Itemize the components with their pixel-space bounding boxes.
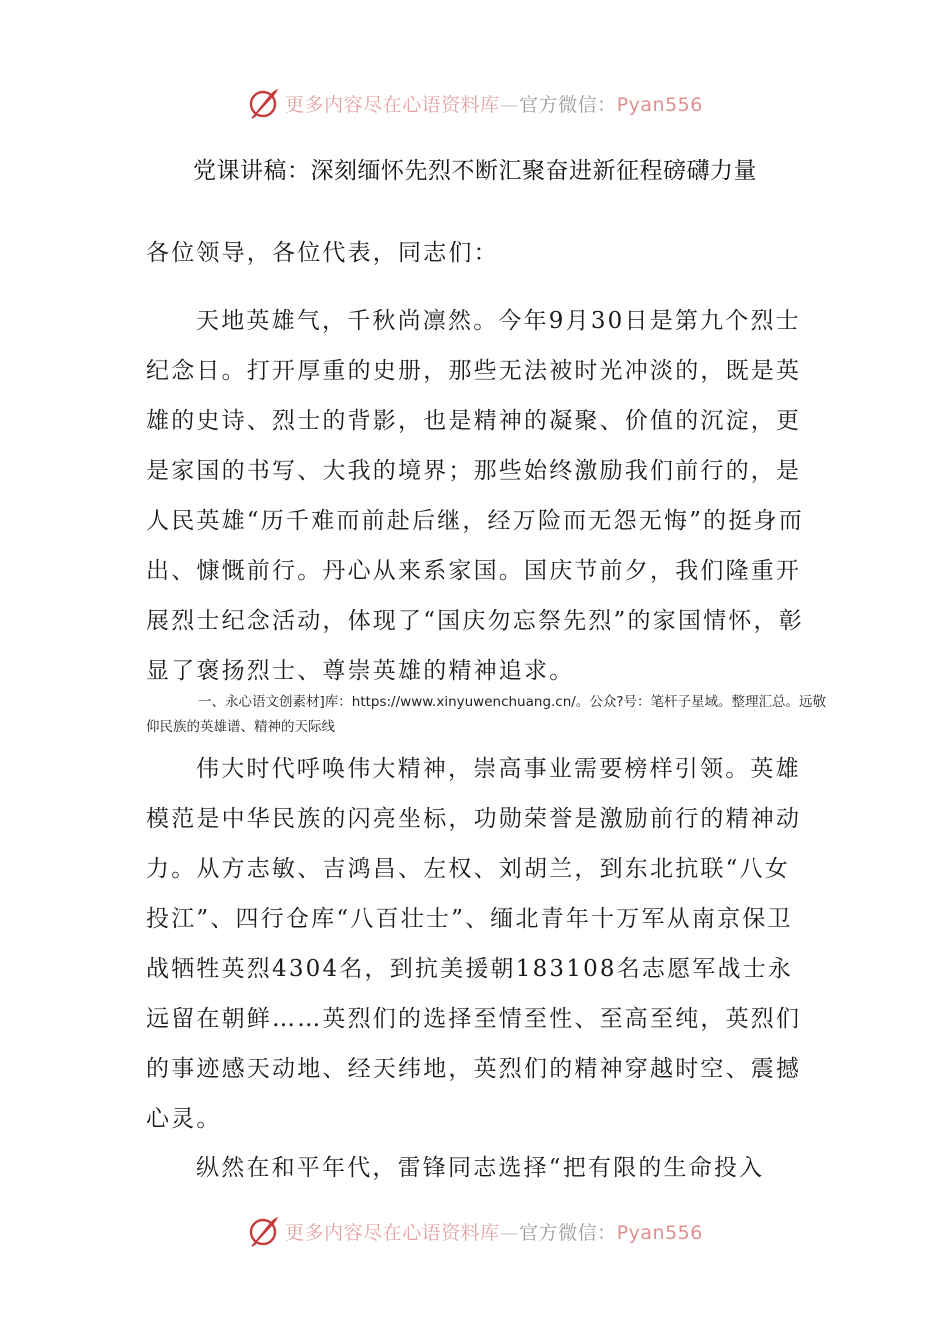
watermark-id: Pyan556: [616, 93, 703, 116]
greeting: 各位领导，各位代表，同志们：: [146, 240, 499, 266]
watermark-separator: —: [499, 1221, 520, 1244]
paragraph-2: 伟大时代呼唤伟大精神，崇高事业需要榜样引领。英雄模范是中华民族的闪亮坐标，功勋荣誉是激励前行的精神动力。从方志敏、吉鸿昌、左权、刘胡兰，到东北抗联“八女投江”、四行仓库“八百壮士”、缅北青年十万军从南京保卫战牺牲英烈4304名，到抗美援朝183108名志愿军战士永远留在朝鲜……英烈们的选择至情至性、至高至纯，英烈们的事迹感天动地、经天纬地，英烈们的精神穿越时空、震撼心灵。: [146, 756, 802, 1132]
watermark-brand: 更多内容尽在心语资料库: [285, 93, 500, 116]
document-title: 党课讲稿：深刻缅怀先烈不断汇聚奋进新征程磅礴力量: [193, 158, 757, 184]
watermark-text: [285, 90, 703, 117]
paragraph-3: 纵然在和平年代，雷锋同志选择“把有限的生命投入: [196, 1155, 765, 1181]
watermark-id: Pyan556: [616, 1221, 703, 1244]
source-note: 一、永心语文创素材]库：https://www.xinyuwenchuang.cn/。公众?号：笔杆子星域。整理汇总。远敬仰民族的英雄谱、精神的天际线: [146, 694, 826, 735]
quill-pen-circle-icon: [247, 86, 281, 120]
watermark-label: 官方微信：: [519, 93, 617, 116]
watermark-brand: 更多内容尽在心语资料库: [285, 1221, 500, 1244]
watermark-label: 官方微信：: [519, 1221, 617, 1244]
watermark-separator: —: [499, 93, 520, 116]
footer-watermark: [0, 1211, 950, 1251]
paragraph-1: 天地英雄气，千秋尚凛然。今年9月30日是第九个烈士纪念日。打开厚重的史册，那些无法被时光冲淡的，既是英雄的史诗、烈士的背影，也是精神的凝聚、价值的沉淀，更是家国的书写、大我的境界；那些始终激励我们前行的，是人民英雄“历千难而前赴后继，经万险而无怨无悔”的挺身而出、慷慨前行。丹心从来系家国。国庆节前夕，我们隆重开展烈士纪念活动，体现了“国庆勿忘祭先烈”的家国情怀，彰显了褒扬烈士、尊崇英雄的精神追求。: [146, 308, 804, 684]
quill-pen-circle-icon: [247, 1214, 281, 1248]
header-watermark: [0, 83, 950, 123]
watermark-text: [285, 1218, 703, 1245]
